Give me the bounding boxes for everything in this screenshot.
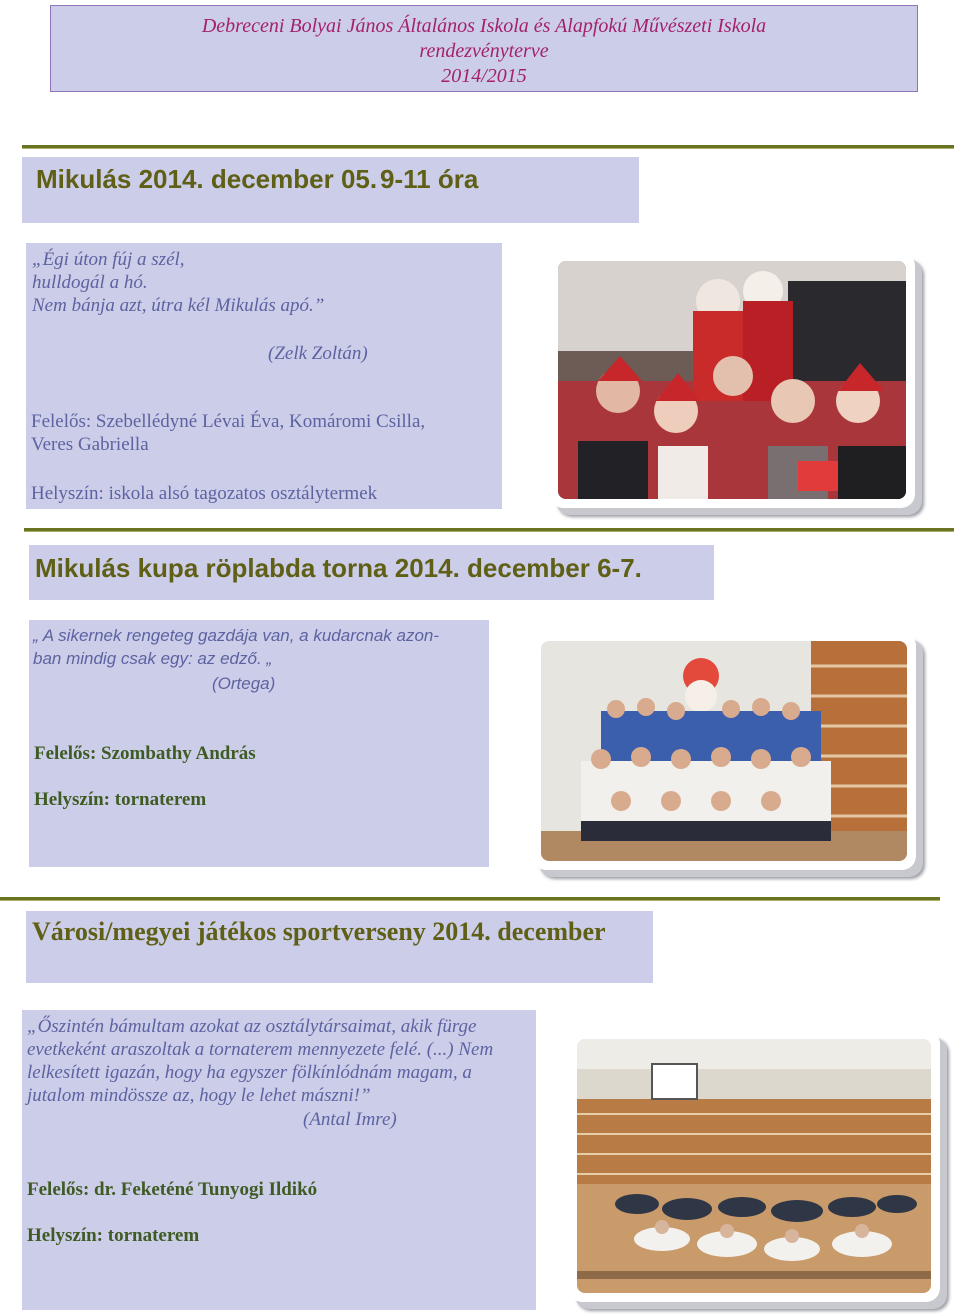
gym-students-photo (577, 1039, 931, 1293)
section-divider (0, 897, 940, 901)
event2-quote (33, 624, 487, 670)
event2-responsible (34, 743, 256, 765)
responsible-label: Felelős (34, 743, 90, 764)
event2-title-box (29, 545, 714, 600)
event3-location: Helyszín: tornaterem (27, 1225, 200, 1246)
event1-title: Mikulás 2014. december 05. (36, 164, 378, 194)
section-divider (22, 145, 954, 149)
event3-photo-frame (568, 1030, 940, 1302)
event1-details-box (26, 243, 502, 509)
school-name: Debreceni Bolyai János Általános Iskola és Alapfokú Művészeti Iskola (201, 15, 767, 37)
document-subtitle: rendezvényterve (419, 40, 549, 62)
event1-quote-line: hulldogál a hó. (32, 272, 148, 293)
event3-quote (27, 1015, 535, 1107)
event2-details-box (29, 620, 489, 867)
event3-responsible (27, 1179, 317, 1201)
event3-quote-line: lelkesített igazán, hogy ha egyszer fölkínlódnám magam, a (27, 1062, 472, 1083)
event1-responsible-line: Felelős: Szebellédyné Lévai Éva, Komáromi Csilla, (31, 411, 426, 432)
event3-quote-line: jutalom mindössze az, hogy le lehet mászni!” (27, 1085, 371, 1106)
responsible-name: : Szombathy András (89, 743, 256, 764)
event1-quote-author: (Zelk Zoltán) (268, 343, 368, 364)
event3-quote-line: evetkeként araszoltak a tornaterem mennyezete felé. (...) Nem (27, 1039, 494, 1060)
event1-quote-line: „Égi úton fúj a szél, (32, 249, 185, 270)
event1-location: Helyszín: iskola alsó tagozatos osztálytermek (31, 483, 378, 504)
responsible-name: : dr. Feketéné Tunyogi Ildikó (82, 1179, 318, 1200)
event3-title-box (26, 911, 653, 983)
event2-location: Helyszín: tornaterem (34, 789, 207, 810)
event2-quote-line: ban mindig csak egy: az edző. „ (33, 649, 273, 668)
event3-details-box (22, 1010, 536, 1310)
event1-quote-line: Nem bánja azt, útra kél Mikulás apó.” (32, 295, 325, 316)
document-header (50, 5, 918, 92)
event2-quote-line: „ A sikernek rengeteg gazdája van, a kudarcnak azon- (33, 626, 440, 645)
event1-responsible-line: Veres Gabriella (31, 434, 149, 455)
event1-time: 9-11 óra (380, 164, 479, 194)
section-divider (24, 528, 954, 532)
event1-responsible (31, 411, 425, 456)
school-year: 2014/2015 (441, 65, 527, 87)
event3-quote-author: (Antal Imre) (303, 1109, 397, 1130)
event3-title: Városi/megyei játékos sportverseny 2014. december (32, 917, 606, 946)
event3-quote-line: „Őszintén bámultam azokat az osztálytársaimat, akik fürge (27, 1016, 477, 1037)
responsible-label: Felelős (27, 1179, 83, 1200)
event2-quote-author: (Ortega) (212, 674, 276, 693)
event2-photo-frame (532, 632, 916, 870)
event1-quote (32, 248, 492, 317)
event1-title-box (22, 157, 639, 223)
event1-photo-frame (549, 252, 915, 508)
christmas-group-photo (558, 261, 906, 499)
event2-title: Mikulás kupa röplabda torna 2014. december 6-7. (35, 553, 642, 583)
volleyball-team-photo (541, 641, 907, 861)
